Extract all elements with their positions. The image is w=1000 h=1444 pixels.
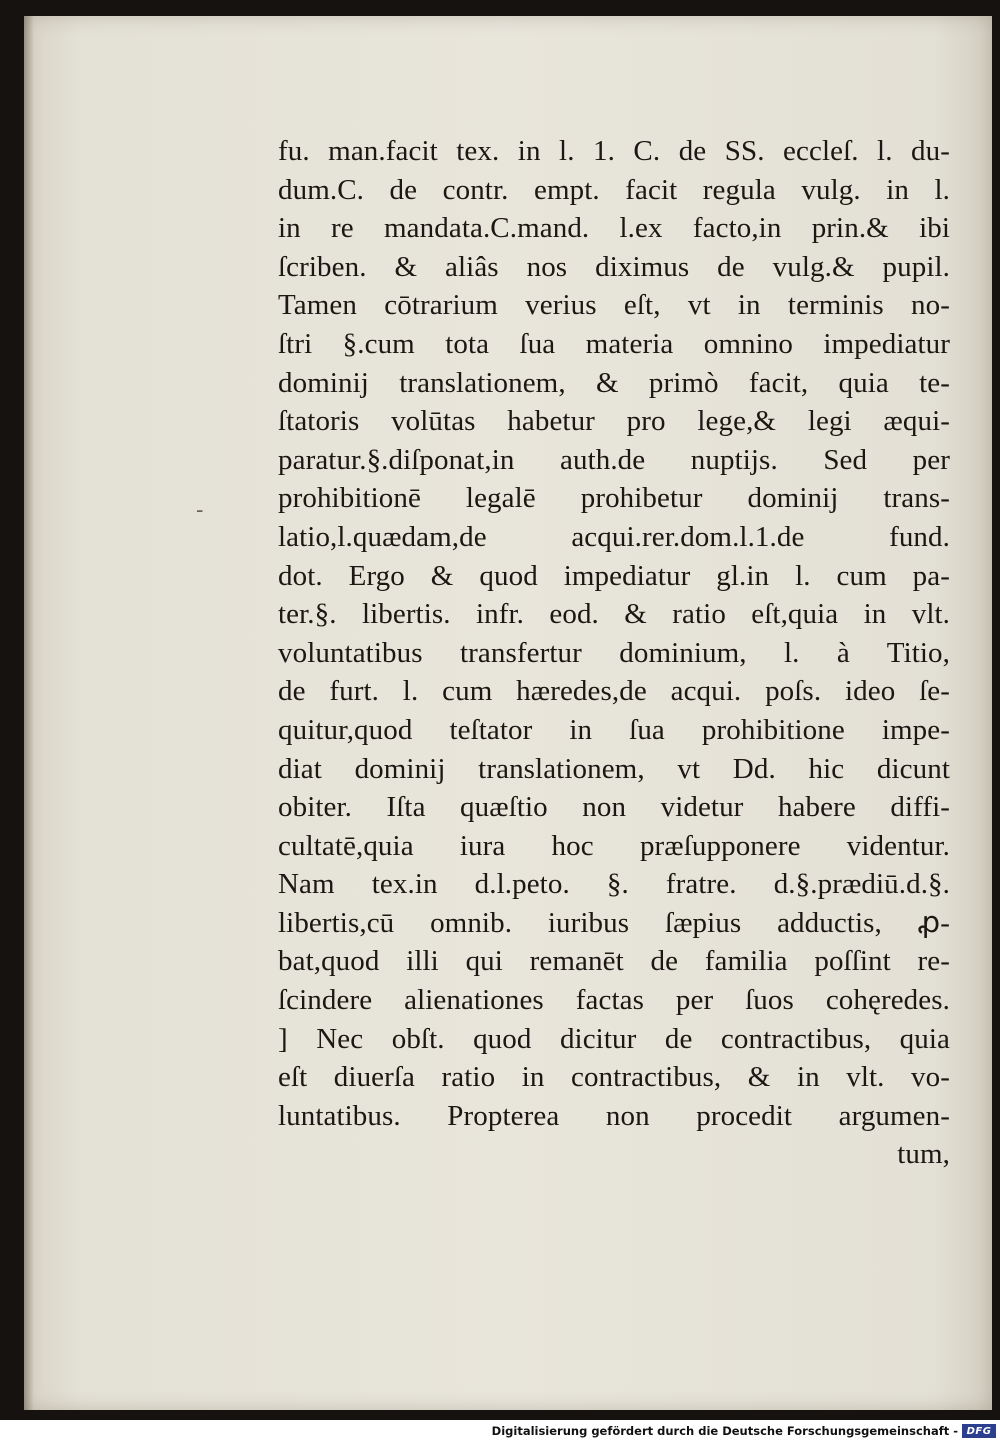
text-line-8: ſtatoris volūtas habetur pro lege,& legi æqui- [278, 405, 950, 438]
printed-text-block [278, 132, 950, 1174]
text-line-10: prohibitionē legalē prohibetur dominij trans- [278, 482, 950, 515]
text-line-27: tum, [897, 1138, 950, 1171]
text-line-21: libertis,cū omnib. iuribus ſæpius adductis, ꝓ- [278, 906, 950, 939]
gutter-shadow [24, 16, 34, 1410]
text-line-24: ] Nec obſt. quod dicitur de contractibus, quia [278, 1022, 950, 1055]
text-line-7: dominij translationem, & primò facit, quia te- [278, 366, 950, 399]
text-line-1: fu. man.facit tex. in l. 1. C. de SS. eccleſ. l. du- [278, 135, 950, 167]
text-line-19: cultatē,quia iura hoc præſupponere videntur. [278, 829, 950, 862]
text-line-3: in re mandata.C.mand. l.ex facto,in prin.& ibi [278, 212, 950, 245]
text-line-25: eſt diuerſa ratio in contractibus, & in vlt. vo- [278, 1061, 950, 1094]
dfg-logo: DFG [962, 1424, 996, 1438]
text-line-12: dot. Ergo & quod impediatur gl.in l. cum pa- [278, 559, 950, 592]
text-line-13: ter.§. libertis. infr. eod. & ratio eſt,quia in vlt. [278, 598, 950, 631]
text-line-2: dum.C. de contr. empt. facit regula vulg. in l. [278, 173, 950, 206]
funding-credit: Digitalisierung gefördert durch die Deutsche Forschungsgemeinschaft - [491, 1424, 958, 1438]
text-line-14: voluntatibus transfertur dominium, l. à Titio, [278, 636, 950, 669]
text-line-4: ſcriben. & aliâs nos diximus de vulg.& pupil. [278, 250, 950, 283]
text-line-26: luntatibus. Propterea non procedit argumen- [278, 1099, 950, 1132]
text-line-11: latio,l.quædam,de acqui.rer.dom.l.1.de fund. [278, 520, 950, 553]
text-line-23: ſcindere alienationes factas per ſuos cohęredes. [278, 984, 950, 1017]
text-line-5: Tamen cōtrarium verius eſt, vt in terminis no- [278, 289, 950, 322]
text-line-15: de furt. l. cum hæredes,de acqui. poſs. ideo ſe- [278, 675, 950, 708]
text-line-9: paratur.§.diſponat,in auth.de nuptijs. Sed per [278, 443, 950, 476]
text-line-16: quitur,quod teſtator in ſua prohibitione impe- [278, 713, 950, 746]
digitization-footer [0, 1420, 1000, 1444]
margin-mark: - [196, 498, 204, 523]
text-line-6: ſtri §.cum tota ſua materia omnino impediatur [278, 327, 950, 360]
text-line-18: obiter. Iſta quæſtio non videtur habere diffi- [278, 791, 950, 824]
text-line-17: diat dominij translationem, vt Dd. hic dicunt [278, 752, 950, 785]
text-line-20: Nam tex.in d.l.peto. §. fratre. d.§.prædiū.d.§. [278, 868, 950, 901]
text-line-22: bat,quod illi qui remanēt de familia poſſint re- [278, 945, 950, 978]
